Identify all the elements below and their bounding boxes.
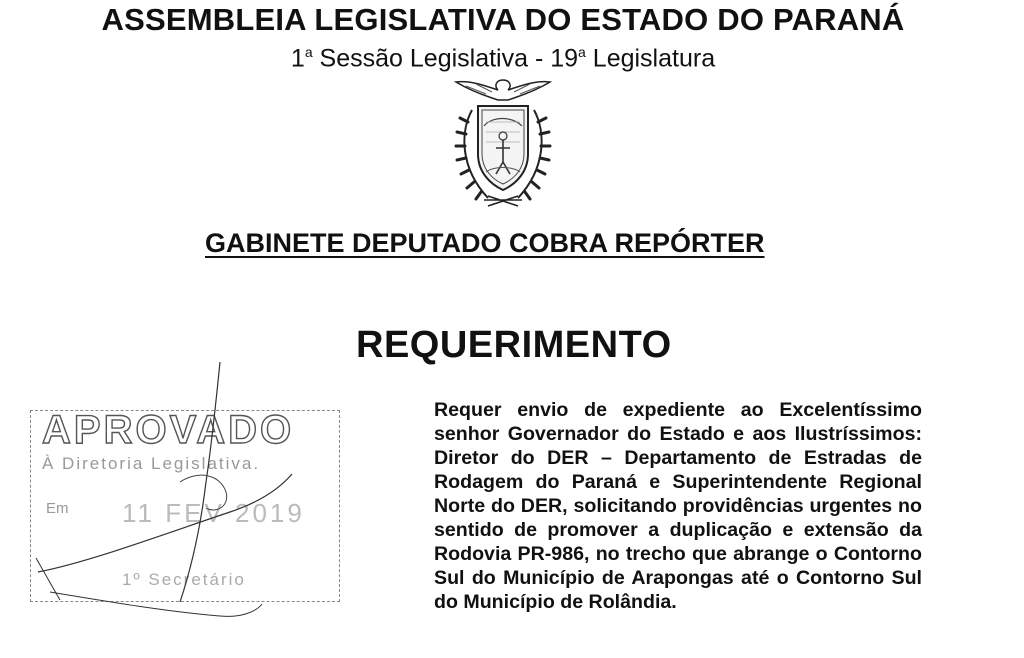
stamp-recipient: À Diretoria Legislativa. bbox=[42, 454, 261, 473]
office-heading: GABINETE DEPUTADO COBRA REPÓRTER bbox=[205, 228, 765, 258]
parana-coat-of-arms-icon bbox=[436, 76, 570, 212]
stamp-em-label: Em bbox=[46, 500, 69, 517]
stamp-date: 11 FEV 2019 bbox=[122, 498, 305, 528]
legislature-number: 19 bbox=[550, 44, 579, 73]
session-label: Sessão Legislativa - bbox=[312, 44, 551, 73]
session-number: 1 bbox=[290, 44, 305, 73]
handwritten-signature bbox=[30, 362, 350, 622]
institution-title: ASSEMBLEIA LEGISLATIVA DO ESTADO DO PARANÁ bbox=[101, 2, 905, 37]
stamp-signatory: 1º Secretário bbox=[122, 570, 246, 589]
stamp-status: APROVADO bbox=[42, 408, 295, 452]
document-type-heading: REQUERIMENTO bbox=[356, 324, 672, 366]
session-ordinal: a bbox=[304, 44, 313, 60]
legislature-label: Legislatura bbox=[585, 44, 716, 73]
request-summary: Requer envio de expediente ao Excelentíssimo senhor Governador do Estado e aos Ilustríssimos: Diretor do DER – Departamento de Estradas de Rodagem do Paraná e Superintendente Regional Norte do DER, solicitando providências urgentes no sentido de promover a duplicação e extensão da Rodovia PR-986, no trecho que abrange o Contorno Sul do Município de Arapongas até o Contorno Sul do Município de Rolândia. bbox=[434, 399, 922, 613]
session-subtitle bbox=[0, 44, 1006, 73]
legislature-ordinal: a bbox=[578, 44, 586, 60]
approval-stamp bbox=[30, 402, 342, 612]
